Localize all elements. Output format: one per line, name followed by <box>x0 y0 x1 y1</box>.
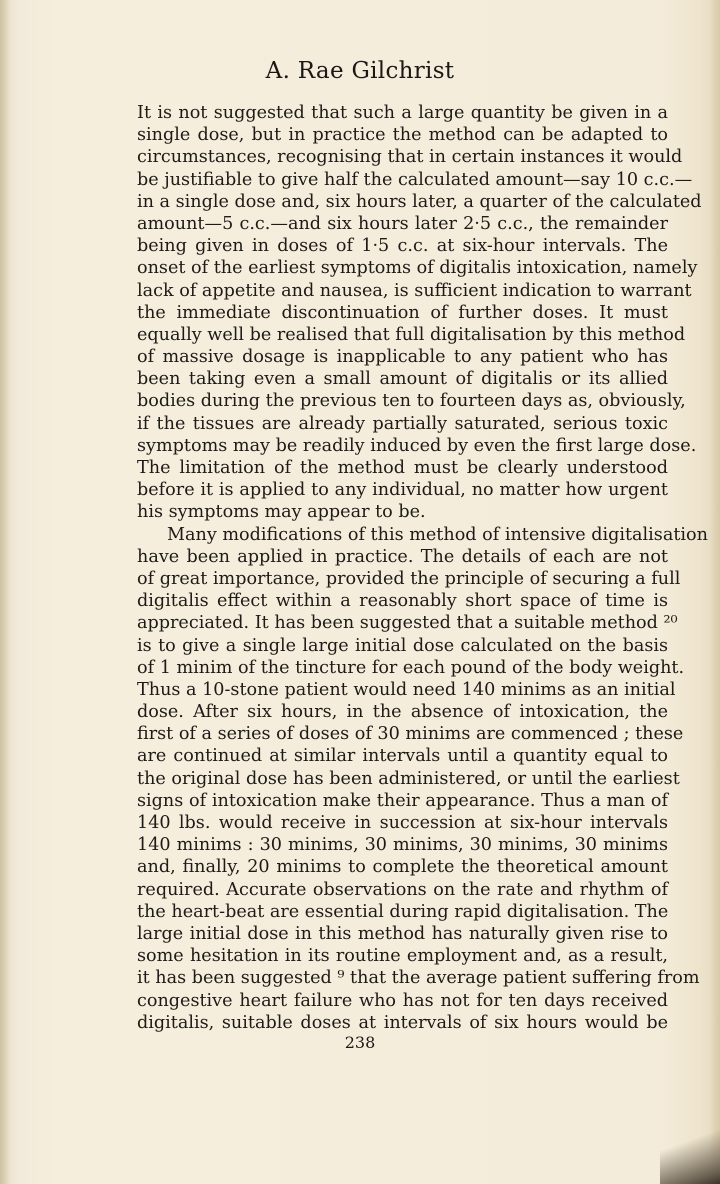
page-corner-curl <box>660 1114 720 1184</box>
text-line: digitalis, suitable doses at intervals of six hours would be <box>137 1012 668 1033</box>
text-line: large initial dose in this method has naturally given rise to <box>137 923 668 944</box>
text-line: of 1 minim of the tincture for each pound of the body weight. <box>137 657 685 678</box>
text-line: congestive heart failure who has not for ten days received <box>137 990 668 1011</box>
text-line: circumstances, recognising that in certain instances it would <box>137 147 683 168</box>
text-line: signs of intoxication make their appearance. Thus a man of <box>137 790 668 811</box>
text-line: lack of appetite and nausea, is sufficient indication to warrant <box>137 280 692 301</box>
text-line: 140 minims : 30 minims, 30 minims, 30 minims, 30 minims <box>137 835 668 856</box>
text-line: symptoms may be readily induced by even the first large dose. <box>137 435 697 456</box>
text-line: his symptoms may appear to be. <box>137 502 426 523</box>
text-line: It is not suggested that such a large quantity be given in a <box>137 103 668 123</box>
text-line: have been applied in practice. The details of each are not <box>137 546 668 567</box>
text-line: Thus a 10-stone patient would need 140 minims as an initial <box>137 679 676 700</box>
text-line: the immediate discontinuation of further doses. It must <box>137 302 668 323</box>
spine-shadow <box>0 0 10 1184</box>
text-line: required. Accurate observations on the rate and rhythm of <box>137 879 668 900</box>
text-line: being given in doses of 1·5 c.c. at six-hour intervals. The <box>137 236 668 257</box>
text-line: appreciated. It has been suggested that a suitable method ²⁰ <box>137 613 678 634</box>
text-line: bodies during the previous ten to fourteen days as, obviously, <box>137 391 686 412</box>
text-line: the heart-beat are essential during rapid digitalisation. The <box>137 901 669 922</box>
text-line: in a single dose and, six hours later, a quarter of the calculated <box>137 191 702 212</box>
text-line: amount—5 c.c.—and six hours later 2·5 c.c., the remainder <box>137 213 668 234</box>
text-line: before it is applied to any individual, no matter how urgent <box>137 480 668 501</box>
text-line: be justifiable to give half the calculated amount—say 10 c.c.— <box>137 169 693 190</box>
text-line: if the tissues are already partially saturated, serious toxic <box>137 413 668 434</box>
text-line: of massive dosage is inapplicable to any patient who has <box>137 347 668 368</box>
text-line: are continued at similar intervals until a quantity equal to <box>137 746 668 767</box>
text-line: of great importance, provided the principle of securing a full <box>137 568 681 589</box>
text-line: is to give a single large initial dose calculated on the basis <box>137 635 668 656</box>
text-line: some hesitation in its routine employment and, as a result, <box>137 946 668 967</box>
text-line: equally well be realised that full digitalisation by this method <box>137 324 686 345</box>
text-line: onset of the earliest symptoms of digitalis intoxication, namely <box>137 258 698 279</box>
text-line: 140 lbs. would receive in succession at six-hour intervals <box>137 813 668 833</box>
text-line: it has been suggested ⁹ that the average patient suffering from <box>137 968 700 989</box>
text-line: single dose, but in practice the method can be adapted to <box>137 125 668 146</box>
text-line: the original dose has been administered, or until the earliest <box>137 768 680 789</box>
text-line: dose. After six hours, in the absence of intoxication, the <box>137 702 668 723</box>
page-edge <box>710 0 720 1184</box>
text-line: Many modifications of this method of intensive digitalisation <box>167 524 708 545</box>
body-text <box>137 102 708 1034</box>
text-line: digitalis effect within a reasonably short space of time is <box>137 591 668 612</box>
running-header: A. Rae Gilchrist <box>265 58 455 84</box>
text-line: and, finally, 20 minims to complete the theoretical amount <box>137 857 668 878</box>
text-line: first of a series of doses of 30 minims are commenced ; these <box>137 724 684 745</box>
text-line: been taking even a small amount of digitalis or its allied <box>137 369 668 390</box>
page-number: 238 <box>344 1033 376 1052</box>
text-line: The limitation of the method must be clearly understood <box>137 458 668 478</box>
